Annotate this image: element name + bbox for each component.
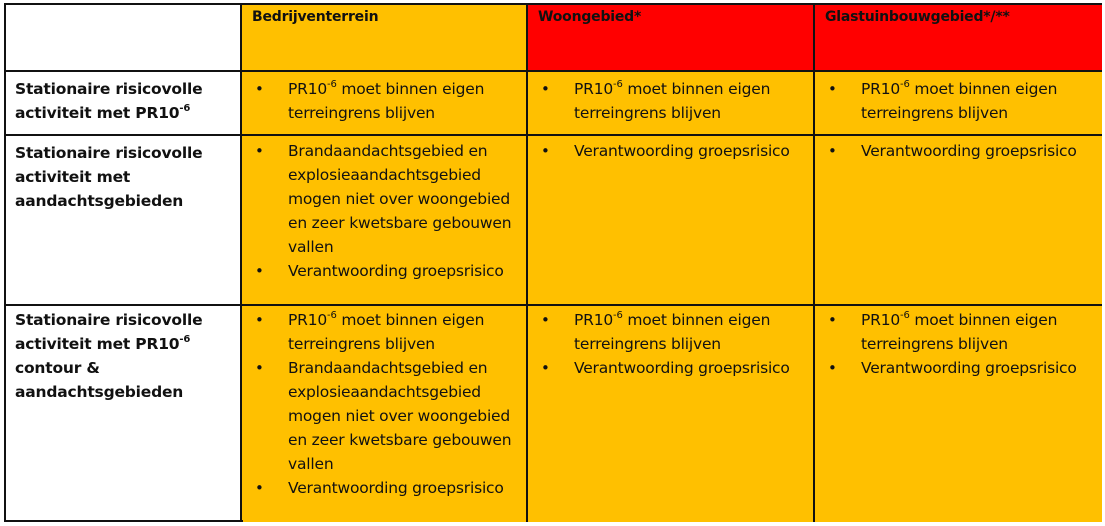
table-border-col2 [526,3,528,522]
column-header-glastuinbouwgebied: Glastuinbouwgebied*/** [814,3,1102,71]
zoning-risk-table [4,3,1102,522]
list-item: • Verantwoording groepsrisico [252,476,517,500]
list-item: • Verantwoording groepsrisico [825,139,1092,163]
bullet-list [538,139,804,163]
list-item: • Brandaandachtsgebied en explosieaandachtsgebied mogen niet over woongebied en zeer kwetsbare gebouwen vallen [252,356,517,476]
table-border-left [4,3,6,522]
table-border-row1 [4,70,1102,72]
table-border-top [4,3,1102,5]
list-item: • Verantwoording groepsrisico [252,259,517,283]
list-item: • Verantwoording groepsrisico [825,356,1092,380]
list-item: • $PR10^{-6}$ moet binnen eigen terreingrens blijven [825,77,1092,125]
column-header-woongebied: Woongebied* [527,3,814,71]
table-cell [814,71,1102,135]
table-cell [241,71,527,135]
row-header-pr10-contour-aandachtsgebieden: Stationaire risicovolle activiteit met $PR10^{-6}$ contour & aandachtsgebieden [4,305,241,522]
bullet-list [538,77,804,125]
corner-cell [4,3,241,71]
table-border-row2 [4,134,1102,136]
table-cell [241,135,527,305]
list-item: • $PR10^{-6}$ moet binnen eigen terreingrens blijven [252,308,517,356]
list-item: • Verantwoording groepsrisico [538,139,804,163]
bullet-list [825,308,1092,380]
table-border-row3 [4,304,1102,306]
table-cell [527,71,814,135]
list-item: • $PR10^{-6}$ moet binnen eigen terreingrens blijven [252,77,517,125]
table-border-col1 [240,3,242,522]
bullet-list [252,77,517,125]
column-header-bedrijventerrein: Bedrijventerrein [241,3,527,71]
table-cell [241,305,527,522]
row-header-aandachtsgebieden: Stationaire risicovolle activiteit met aandachtsgebieden [4,135,241,305]
row-header-pr10: Stationaire risicovolle activiteit met $PR10^{-6}$ [4,71,241,135]
bullet-list [825,77,1092,125]
bullet-list [252,308,517,500]
table-cell [814,305,1102,522]
table-cell [814,135,1102,305]
list-item: • $PR10^{-6}$ moet binnen eigen terreingrens blijven [538,77,804,125]
bullet-list [252,139,517,283]
list-item: • $PR10^{-6}$ moet binnen eigen terreingrens blijven [538,308,804,356]
table-border-bottom [4,520,243,522]
table-cell [527,305,814,522]
table-cell [527,135,814,305]
bullet-list [825,139,1092,163]
list-item: • Brandaandachtsgebied en explosieaandachtsgebied mogen niet over woongebied en zeer kwetsbare gebouwen vallen [252,139,517,259]
bullet-list [538,308,804,380]
list-item: • $PR10^{-6}$ moet binnen eigen terreingrens blijven [825,308,1092,356]
table-border-col3 [813,3,815,522]
list-item: • Verantwoording groepsrisico [538,356,804,380]
